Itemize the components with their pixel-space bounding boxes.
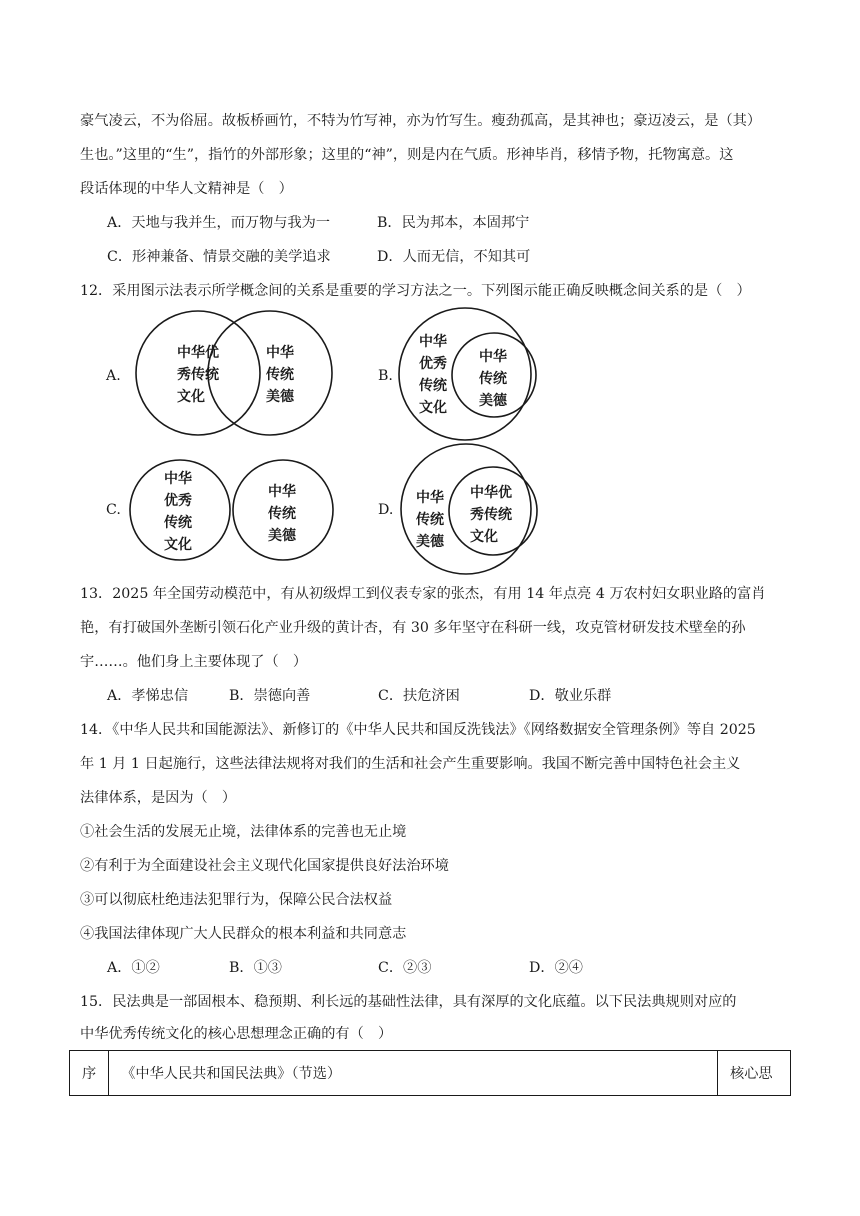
diagram-d-inner-text-2: 秀传统 [470,507,512,523]
diagram-a-left-text-3: 文化 [177,389,205,405]
q15-text-line-2: 中华优秀传统文化的核心思想理念正确的有（ ） [80,1026,393,1042]
diagram-c-left-text-2: 优秀 [164,493,192,509]
diagram-d-inner-text-3: 文化 [470,529,498,545]
q11-option-b: B．民为邦本，本固邦宁 [377,215,530,231]
diagram-c-right-text-2: 传统 [268,506,296,522]
q11-option-d: D．人而无信，不知其可 [377,249,531,265]
table-header-excerpt: 《中华人民共和国民法典》（节选） [109,1051,718,1096]
q11-text-line-1: 豪气凌云，不为俗屈。故板桥画竹，不特为竹写神，亦为竹写生。瘦劲孤高，是其神也；豪迈凌云，是（其） [80,113,762,129]
q14-option-a: A．①② [107,960,160,976]
q12-diagram-d-label: D. [378,502,394,518]
q11-option-a: A．天地与我并生，而万物与我为一 [107,215,331,231]
q14-option-c: C．②③ [378,960,432,976]
q14-option-d: D．②④ [529,960,583,976]
q12-diagram-b-label: B. [378,368,393,384]
table-row [70,1051,791,1096]
q11-text-line-2: 生也。”这里的“生”，指竹的外部形象；这里的“神”，则是内在气质。形神毕肖，移情予物，托物寓意。这 [80,147,734,163]
q12-stem: 12．采用图示法表示所学概念间的关系是重要的学习方法之一。下列图示能正确反映概念间关系的是（ ） [80,283,751,299]
q15-table [69,1050,791,1096]
diagram-b-outer-text-2: 优秀 [419,356,447,372]
q13-option-a: A．孝悌忠信 [107,688,189,704]
q12-diagram-a-label: A. [106,368,121,384]
diagram-c-right-text-1: 中华 [268,484,296,500]
diagram-d-inner-text-1: 中华优 [470,485,512,501]
q14-text-line-3: 法律体系，是因为（ ） [80,790,237,806]
diagram-a-left-text-2: 秀传统 [177,367,219,383]
q12-diagram-b [395,306,545,446]
diagram-c-left-text-4: 文化 [164,537,192,553]
q12-diagram-c-label: C. [106,502,121,518]
q14-item-3: ③可以彻底杜绝违法犯罪行为，保障公民合法权益 [80,892,393,908]
diagram-d-outer-text-1: 中华 [416,490,444,506]
diagram-c-left-text-1: 中华 [164,471,192,487]
q14-option-b: B．①③ [229,960,282,976]
q14-item-4: ④我国法律体现广大人民群众的根本利益和共同意志 [80,926,407,942]
diagram-c-left-text-3: 传统 [164,515,192,531]
q14-item-1: ①社会生活的发展无止境，法律体系的完善也无止境 [80,824,407,840]
diagram-b-inner-text-2: 传统 [479,371,507,387]
q14-text-line-1: 14．《中华人民共和国能源法》、新修订的《中华人民共和国反洗钱法》《网络数据安全管理条例》等自 2025 [80,722,756,738]
table-header-number: 序 [70,1051,109,1096]
diagram-b-outer-text-3: 传统 [419,378,447,394]
q14-text-line-2: 年 1 月 1 日起施行，这些法律法规将对我们的生活和社会产生重要影响。我国不断完善中国特色社会主义 [80,756,741,772]
q11-text-line-3: 段话体现的中华人文精神是（ ） [80,181,293,197]
q13-text-line-1: 13．2025 年全国劳动模范中，有从初级焊工到仪表专家的张杰，有用 14 年点亮 4 万农村妇女职业路的富肖 [80,586,766,602]
q14-item-2: ②有利于为全面建设社会主义现代化国家提供良好法治环境 [80,858,449,874]
q13-option-c: C．扶危济困 [378,688,460,704]
q15-text-line-1: 15．民法典是一部固根本、稳预期、利长远的基础性法律，具有深厚的文化底蕴。以下民法典规则对应的 [80,994,737,1010]
diagram-b-inner-text-3: 美德 [479,393,507,409]
q13-option-d: D．敬业乐群 [529,688,612,704]
q12-diagram-d [395,444,545,578]
diagram-a-right-text-3: 美德 [266,389,294,405]
diagram-b-outer-text-4: 文化 [419,400,447,416]
diagram-d-outer-text-3: 美德 [416,534,444,550]
q13-text-line-3: 宇……。他们身上主要体现了（ ） [80,654,308,670]
diagram-b-outer-text-1: 中华 [419,334,447,350]
diagram-a-right-text-1: 中华 [266,345,294,361]
diagram-c-right-text-3: 美德 [268,528,296,544]
table-header-core-idea: 核心思 [718,1051,791,1096]
q12-diagram-c [130,456,340,570]
diagram-a-left-text-1: 中华优 [177,345,219,361]
q13-option-b: B．崇德向善 [229,688,311,704]
q12-diagram-a [130,310,340,444]
diagram-d-outer-text-2: 传统 [416,512,444,528]
diagram-b-inner-text-1: 中华 [479,349,507,365]
q13-text-line-2: 艳，有打破国外垄断引领石化产业升级的黄计杏，有 30 多年坚守在科研一线，攻克管材研发技术壁垒的孙 [80,620,746,636]
q11-option-c: C．形神兼备、情景交融的美学追求 [107,249,331,265]
diagram-a-right-text-2: 传统 [266,367,294,383]
